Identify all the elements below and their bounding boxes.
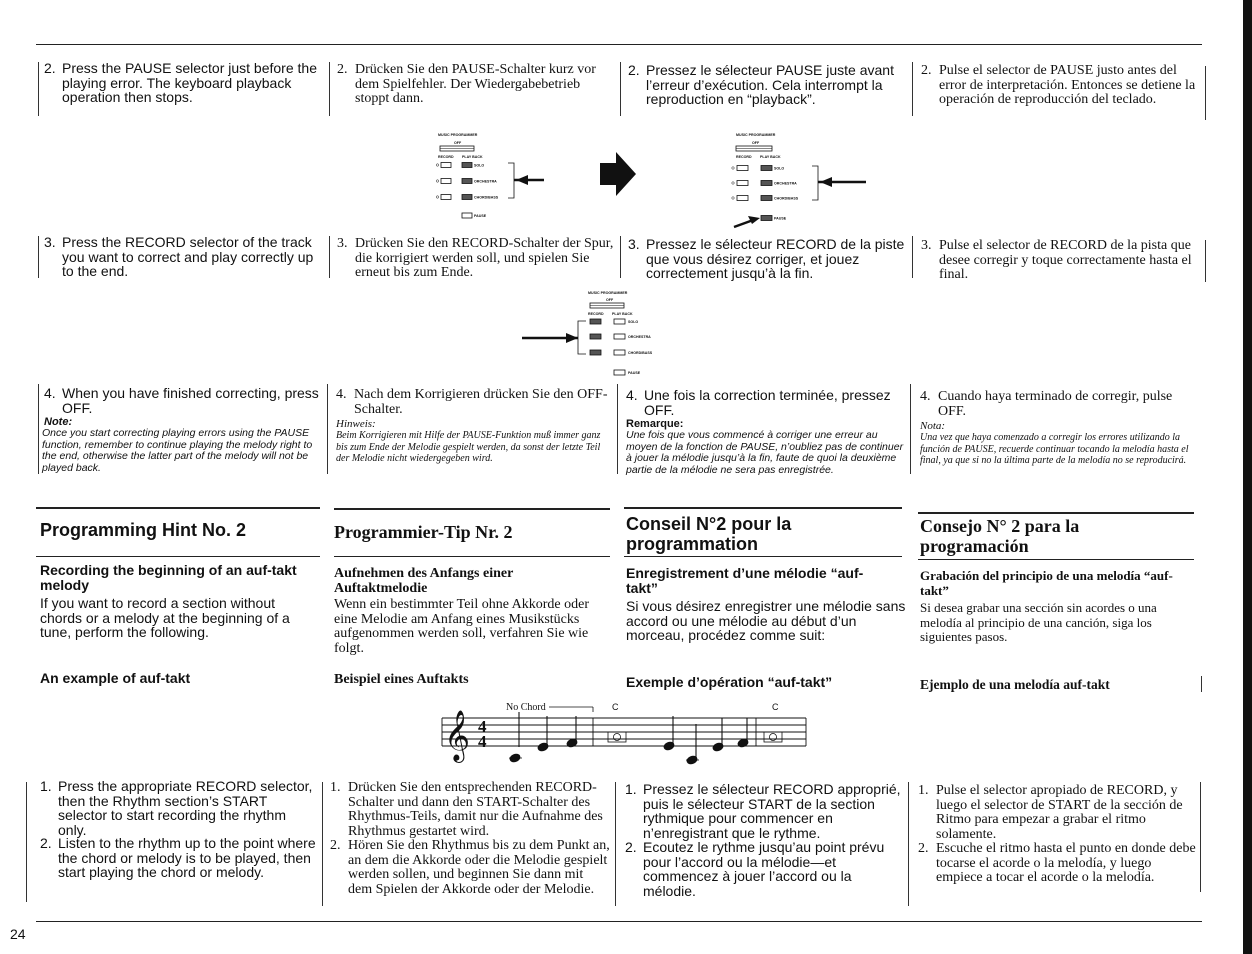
- margin-bar: [329, 236, 330, 278]
- note-text: Une fois que vous commencé à corriger une erreur au moyen de la fonction de PAUSE, n’oubliez pas de continuer à jouer la mélodie jusqu’à la fin, faute de quoi la deuxième partie de la mélodie ne sera pas enregistrée.: [626, 429, 904, 476]
- margin-bar: [38, 236, 39, 278]
- svg-text:PAUSE: PAUSE: [628, 371, 641, 375]
- section-rule-fr: [624, 507, 902, 509]
- hint-para-es: Si desea grabar una sección sin acordes o una melodía al principio de una canción, siga los siguientes pasos.: [920, 600, 1157, 644]
- svg-text:ORCHESTRA: ORCHESTRA: [628, 335, 651, 339]
- margin-bar: [1205, 66, 1206, 120]
- time-signature-top: 4: [478, 717, 487, 736]
- svg-text:MUSIC PROGRAMMER: MUSIC PROGRAMMER: [438, 133, 478, 137]
- svg-text:OFF: OFF: [752, 141, 760, 145]
- hint-title-es: Consejo N° 2 para la programación: [920, 516, 1080, 556]
- margin-bar: [620, 62, 621, 116]
- hint-subtitle-fr: Enregistrement d’une mélodie “auf-takt”: [626, 565, 864, 596]
- svg-text:PAUSE: PAUSE: [774, 216, 787, 221]
- margin-bar: [322, 782, 323, 906]
- svg-text:CHORD/BASS: CHORD/BASS: [628, 351, 653, 355]
- bottom-rule: [36, 921, 1202, 922]
- hint-para-de: Wenn ein bestimmter Teil ohne Akkorde oder eine Melodie am Anfang eines Musikstücks aufgenommen werden soll, verfahren Sie wie folgt.: [334, 597, 590, 656]
- page-number: 24: [10, 926, 26, 942]
- svg-text:RECORD: RECORD: [588, 312, 604, 316]
- final-steps-de: 1. Drücken Sie den entsprechenden RECORD-Schalter und dann den START-Schalter des Rhythmus-Teils, damit nur die Aufnahme des Rhythmus gestartet wird. 2. Hören Sie den Rhythmus bis zu dem Punkt an, an dem die Akkorde oder die Melodie gespielt werden sollen, und beginnen Sie dann mit dem Spielen der Akkorde oder der Melodie.: [330, 780, 610, 897]
- music-score: [436, 696, 816, 772]
- off-step-en: 4. When you have finished correcting, press OFF. Note: Once you start correcting playing errors using the PAUSE function, remember to continue playing the melody right to the end, otherwise the latter part of the melody will not be played back.: [42, 385, 319, 474]
- off-step-es: 4. Cuando haya terminado de corregir, pulse OFF. Nota: Una vez que haya comenzado a corregir los errores utilizando la función de PAUSE, recuerde continuar tocando la melodía hasta el final, ya que si no la última parte de la melodía no se reproducirá.: [920, 390, 1195, 467]
- hint-subtitle-en: Recording the beginning of an auf-takt melody: [40, 562, 297, 593]
- example-heading-fr: Exemple d’opération “auf-takt”: [626, 674, 833, 690]
- margin-bar: [38, 384, 39, 474]
- final-steps-fr: 1. Pressez le sélecteur RECORD approprié, puis le sélecteur START de la section rythmique pour commencer en n’enregistrant que le rythme. 2. Ecoutez le rythme jusqu’au point prévu pour l’accord ou la mélodie—et commencez à jouer l’accord ou la mélodie.: [625, 781, 901, 899]
- chord-c-1: C: [612, 702, 619, 712]
- margin-bar: [615, 782, 616, 906]
- margin-bar: [912, 62, 913, 116]
- svg-text:PLAY BACK: PLAY BACK: [612, 312, 633, 316]
- example-heading-en: An example of auf-takt: [40, 670, 191, 686]
- svg-text:CHORD/BASS: CHORD/BASS: [774, 196, 799, 201]
- subtitle-rule-es: [918, 559, 1194, 560]
- margin-bar: [620, 236, 621, 278]
- subtitle-rule-en: [36, 556, 320, 557]
- off-step-de: 4. Nach dem Korrigieren drücken Sie den OFF-Schalter. Hinweis: Beim Korrigieren mit Hilfe der PAUSE-Funktion muß immer ganz bis zum Ende der Melodie gespielt werden, da sonst der letzte Teil der Melodie nicht wiedergegeben wird.: [336, 387, 608, 464]
- svg-text:RECORD: RECORD: [438, 155, 454, 159]
- svg-text:SOLO: SOLO: [474, 163, 485, 168]
- margin-bar: [327, 384, 328, 474]
- hint-title-en: Programming Hint No. 2: [40, 520, 247, 540]
- page-edge-bar: [1243, 0, 1252, 954]
- margin-bar: [912, 236, 913, 278]
- note-label: Note:: [44, 416, 73, 428]
- svg-text:ORCHESTRA: ORCHESTRA: [774, 181, 797, 186]
- example-heading-es: Ejemplo de una melodía auf-takt: [920, 677, 1110, 692]
- note-label: Nota:: [920, 420, 946, 432]
- section-rule-de: [334, 508, 610, 510]
- final-steps-en: 1. Press the appropriate RECORD selector, then the Rhythm section’s START selector to start recording the rhythm only. 2. Listen to the rhythm up to the point where the chord or melody is to be played, then start playing the chord or melody.: [40, 778, 316, 880]
- svg-text:MUSIC PROGRAMMER: MUSIC PROGRAMMER: [736, 133, 776, 137]
- programmer-diagram-3: [520, 286, 680, 378]
- hint-title-de: Programmier-Tip Nr. 2: [334, 522, 513, 542]
- hint-subtitle-es: Grabación del principio de una melodía “auf-takt”: [920, 568, 1173, 598]
- off-step-fr: 4. Une fois la correction terminée, pressez OFF. Remarque: Une fois que vous commencé à corriger une erreur au moyen de la fonction de PAUSE, n’oubliez pas de continuer à jouer la mélodie jusqu’à la fin, faute de quoi la deuxième partie de la mélodie ne sera pas enregistrée.: [626, 387, 904, 476]
- svg-text:ORCHESTRA: ORCHESTRA: [474, 179, 497, 184]
- svg-text:SOLO: SOLO: [628, 320, 639, 324]
- note-label: Remarque:: [626, 418, 684, 430]
- section-rule-en: [36, 507, 320, 509]
- margin-bar: [910, 384, 911, 474]
- hint-para-fr: Si vous désirez enregistrer une mélodie sans accord ou une mélodie au début d’un morceau, procédez comme suit:: [626, 598, 906, 643]
- svg-text:PAUSE: PAUSE: [474, 214, 487, 218]
- note-text: Beim Korrigieren mit Hilfe der PAUSE-Funktion muß immer ganz bis zum Ende der Melodie gespielt werden, da sonst der letzte Teil der Melodie nicht wiedergegeben wird.: [336, 430, 601, 464]
- no-chord-label: No Chord: [506, 702, 546, 713]
- top-rule: [36, 44, 1202, 45]
- svg-text:MUSIC PROGRAMMER: MUSIC PROGRAMMER: [588, 291, 628, 295]
- hint-subtitle-de: Aufnehmen des Anfangs einer Auftaktmelodie: [334, 566, 514, 596]
- example-heading-de: Beispiel eines Auftakts: [334, 672, 469, 687]
- svg-text:SOLO: SOLO: [774, 166, 785, 171]
- margin-bar: [38, 62, 39, 116]
- margin-bar: [1201, 676, 1202, 692]
- treble-clef-icon: 𝄞: [444, 710, 471, 761]
- margin-bar: [617, 384, 618, 474]
- margin-bar: [329, 62, 330, 116]
- svg-text:OFF: OFF: [606, 298, 614, 302]
- subtitle-rule-de: [334, 556, 610, 557]
- svg-text:RECORD: RECORD: [736, 155, 752, 159]
- hint-title-fr: Conseil N°2 pour la programmation: [626, 514, 792, 554]
- margin-bar: [1205, 240, 1206, 282]
- programmer-diagram-1: [436, 130, 546, 225]
- svg-text:PLAY BACK: PLAY BACK: [462, 155, 483, 159]
- margin-bar: [26, 782, 27, 902]
- final-steps-es: 1. Pulse el selector apropiado de RECORD, y luego el selector de START de la sección de Ritmo para empezar a grabar el ritmo solamente. 2. Escuche el ritmo hasta el punto en donde debe tocarse el acorde o la melodía, y luego empiece a tocar el acorde o la melodía.: [918, 783, 1196, 885]
- subtitle-rule-fr: [624, 556, 902, 557]
- note-text: Once you start correcting playing errors using the PAUSE function, remember to continue playing the melody right to the end, otherwise the latter part of the melody will not be played back.: [42, 427, 313, 474]
- note-text: Una vez que haya comenzado a corregir los errores utilizando la función de PAUSE, recuerde continuar tocando la melodía hasta el final, ya que si no la última parte de la melodía no se reproducirá.: [920, 432, 1189, 466]
- svg-text:PLAY BACK: PLAY BACK: [760, 155, 781, 159]
- chord-c-2: C: [772, 702, 779, 712]
- programmer-diagram-2: [728, 130, 868, 230]
- hint-para-en: If you want to record a section without chords or a melody at the beginning of a tune, perform the following.: [40, 595, 290, 640]
- margin-bar: [1200, 782, 1201, 892]
- note-label: Hinweis:: [336, 418, 376, 430]
- flow-arrow: [598, 152, 638, 196]
- svg-text:OFF: OFF: [454, 141, 462, 145]
- svg-text:CHORD/BASS: CHORD/BASS: [474, 195, 499, 200]
- time-signature-bottom: 4: [478, 732, 487, 751]
- margin-bar: [908, 782, 909, 906]
- section-rule-es: [918, 512, 1194, 514]
